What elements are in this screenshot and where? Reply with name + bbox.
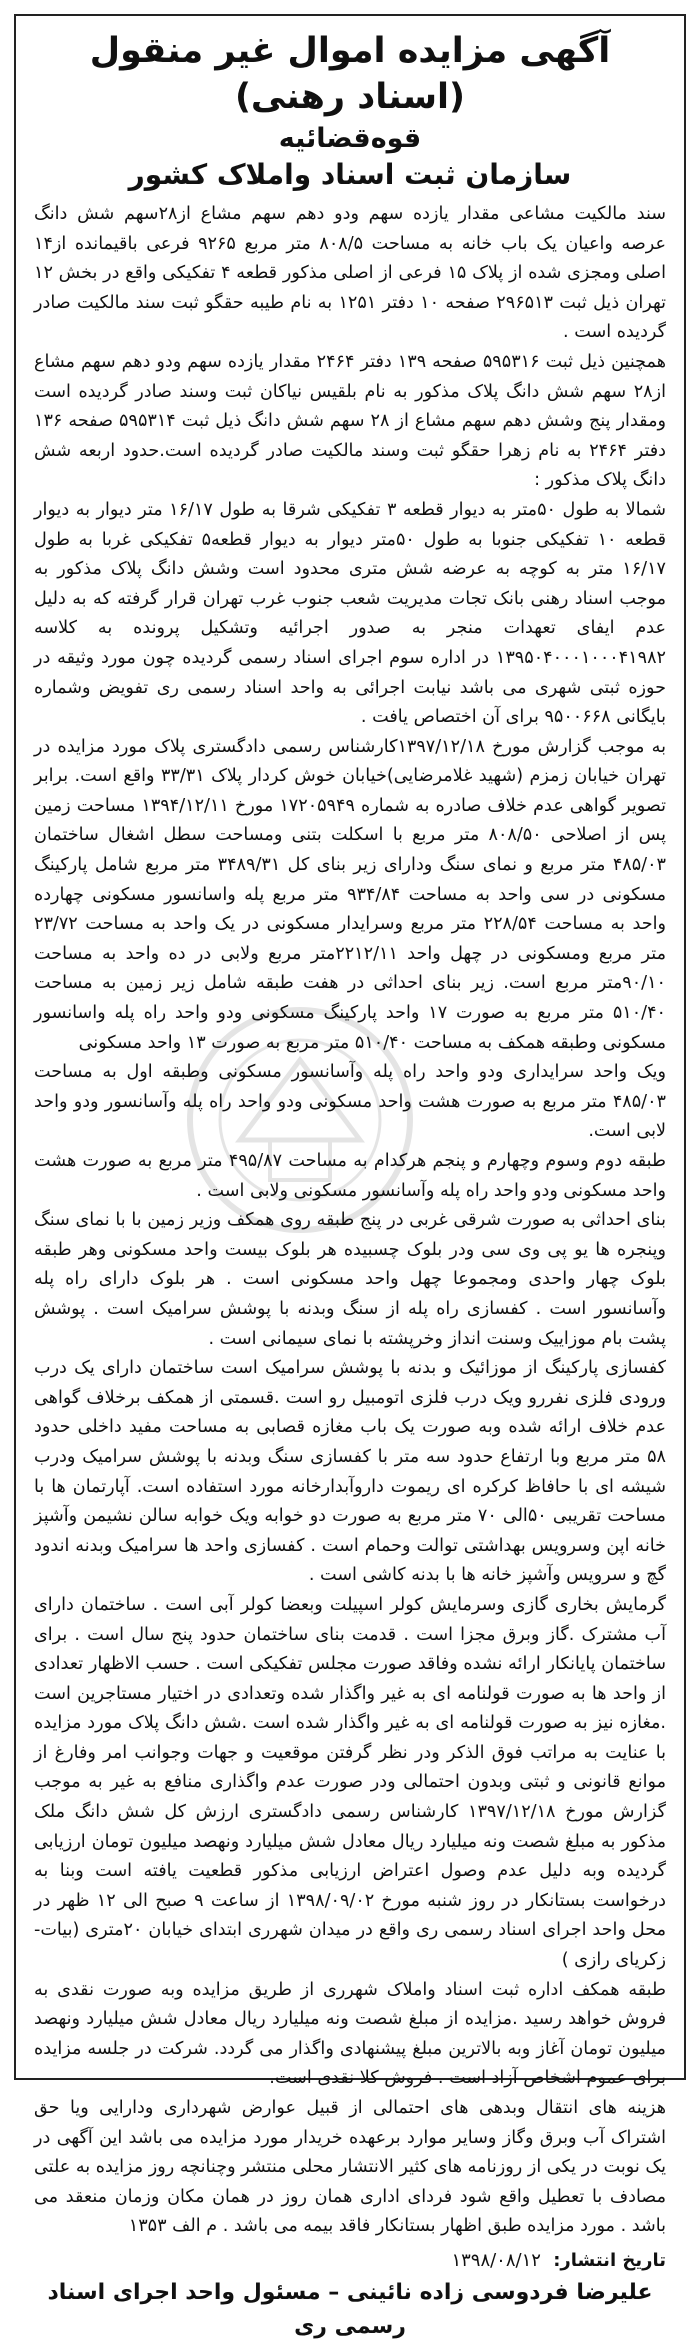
paragraph-boundaries: شمالا به طول ۵۰متر به دیوار قطعه ۳ تفکیکی شرقا به طول ۱۶/۱۷ متر دیوار به دیوار قطعه ۱۰ تفکیکی جنوبا به طول ۵۰متر دیوار به دیوار قطعه۵ تفکیکی غربا به طول ۱۶/۱۷ متر به کوچه به عرضه شش متری محدود است وشش دانگ پلاک مذکور به موجب اسناد رهنی بانک تجات مدیریت شعب جنوب غرب تهران قرار گرفته که به دلیل عدم ایفای تعهدات منجر به صدور اجرائیه وتشکیل پرونده به کلاسه ۱۳۹۵۰۴۰۰۰۱۰۰۰۴۱۹۸۲ در اداره سوم اجرای اسناد رسمی گردیده چون مورد وثیقه در حوزه ثبتی شهری می باشد نیابت اجرائی به واحد اسناد رسمی ری تفویض وشماره بایگانی ۹۵۰۰۶۶۸ برای آن اختصاص یافت . — [34, 499, 666, 728]
publication-date-label: تاریخ انتشار: — [553, 2249, 666, 2271]
publication-date-line — [34, 2246, 666, 2276]
judiciary-line: قوه‌قضائیه — [278, 123, 422, 154]
paragraph-upper-floors: طبقه دوم وسوم وچهارم و پنجم هرکدام به مساحت ۴۹۵/۸۷ متر مربع به صورت هشت واحد مسکونی ودو واحد راه پله وآسانسور مسکونی ولابی است . — [34, 1151, 666, 1201]
notice-title: آگهی مزایده اموال غیر منقول (اسناد رهنی) — [89, 31, 611, 117]
notice-body — [34, 200, 666, 2242]
paragraph-registration: همچنین ذیل ثبت ۵۹۵۳۱۶ صفحه ۱۳۹ دفتر ۲۴۶۴ مقدار یازده سهم ودو دهم سهم مشاع از۲۸ سهم شش دانگ پلاک مذکور به نام بلقیس نیاکان ثبت وسند صادر گردیده است ومقدار پنج وشش دهم سهم مشاع از ۲۸ سهم شش دانگ ذیل ثبت ۵۹۵۳۱۴ صفحه ۱۳۶ دفتر ۲۴۶۴ به نام زهرا حقگو ثبت وسند مالکیت صادر گردیده است.حدود اربعه شش دانگ پلاک مذکور : — [34, 351, 667, 491]
notice-header — [34, 28, 666, 194]
paragraph-expert-report: به موجب گزارش مورخ ۱۳۹۷/۱۲/۱۸کارشناس رسمی دادگستری پلاک مورد مزایده در تهران خیابان زمزم (شهید غلامرضایی)خیابان خوش کردار پلاک ۳۳/۳۱ واقع است. برابر تصویر گواهی عدم خلاف صادره به شماره ۱۷۲۰۵۹۴۹ مورخ ۱۳۹۴/۱۲/۱۱ مساحت زمین پس از اصلاحی ۸۰۸/۵۰ متر مربع با اسکلت بتنی ومساحت سطل اشغال ساختمان ۴۸۵/۰۳ متر مربع و نمای سنگ ودارای زیر بنای کل ۳۴۸۹/۳۱ متر مربع شامل پارکینگ مسکونی در سی واحد به مساحت ۹۳۴/۸۴ متر مربع پله واسانسور مسکونی چهارده واحد به مساحت ۲۲۸/۵۴ متر مربع وسرایدار مسکونی در یک واحد به مساحت ۲۳/۷۲ متر مربع ومسکونی در چهل واحد ۲۲۱۲/۱۱متر مربع ولابی در ده واحد به مساحت ۹۰/۱۰متر مربع است. زیر بنای احداثی در هفت طبقه شامل زیر زمین به مساحت ۵۱۰/۴۰ متر مربع به صورت ۱۷ واحد پارکینگ مسکونی ودو واحد راه پله واسانسور مسکونی وطبقه همکف به مساحت ۵۱۰/۴۰ متر مربع به صورت ۱۳ واحد مسکونی — [34, 736, 667, 1053]
paragraph-ownership: سند مالکیت مشاعی مقدار یازده سهم ودو دهم سهم مشاع از۲۸سهم شش دانگ عرصه واعیان یک باب خانه به مساحت ۸۰۸/۵ متر مربع ۹۲۶۵ فرعی باقیمانده از۱۴ اصلی ومجزی شده از پلاک ۱۵ فرعی از اصلی مذکور قطعه ۴ تفکیکی واقع در بخش ۱۲ تهران ذیل ثبت ۲۹۶۵۱۳ صفحه ۱۰ دفتر ۱۲۵۱ به نام طیبه حقگو ثبت سند مالکیت صادر گردیده است . — [34, 204, 666, 343]
paragraph-ground-floor: ویک واحد سرایداری ودو واحد راه پله وآسانسور مسکونی وطبقه اول به مساحت ۴۸۵/۰۳ متر مربع به صورت هشت واحد مسکونی ودو واحد راه پله وآسانسور ودو واحد لابی است. — [34, 1062, 666, 1142]
publication-date-value: ۱۳۹۸/۰۸/۱۲ — [451, 2249, 541, 2271]
paragraph-auction-terms: طبقه همکف اداره ثبت اسناد واملاک شهرری از طریق مزایده وبه صورت نقدی به فروش خواهد رسید .مزایده از مبلغ شصت ونه میلیارد ریال معادل شش میلیارد ونهصد میلیون تومان آغاز وبه بالاترین مبلغ پیشنهادی واگذار می گردد. شرکت در جلسه مزایده برای عموم اشخاص آزاد است . فروش کلا نقدی است. — [34, 1979, 666, 2089]
notice-frame — [14, 14, 686, 2339]
signature-line: علیرضا فردوسی زاده نائینی – مسئول واحد اجرای اسناد رسمی ری — [47, 2279, 653, 2339]
notice-footer — [34, 2246, 666, 2344]
paragraph-parking-and-units: کفسازی پارکینگ از موزائیک و بدنه با پوشش سرامیک است ساختمان دارای یک درب ورودی فلزی نفررو ویک درب فلزی اتومبیل رو است .قسمتی از همکف برخلاف گواهی عدم خلاف ارائه شده وبه صورت یک باب مغازه قصابی به مساحت مفید داخلی حدود ۵۸ متر مربع وبا ارتفاع حدود سه متر با کفسازی سنگ وبدنه با پوشش سرامیک ودرب شیشه ای با حافاظ کرکره ای ریموت داروآبدارخانه مورد استفاده است. آپارتمان ها با مساحت تقریبی ۵۰الی ۷۰ متر مربع به صورت دو خوابه ویک خوابه سالن نشیمن وآشپز خانه اپن وسرویس بهداشتی توالت وحمام است . کفسازی واحد ها سرامیک وبدنه اندود گچ و سرویس وآشپز خانه ها با بدنه کاشی است . — [34, 1358, 666, 1586]
paragraph-valuation-and-auction-time: گرمایش بخاری گازی وسرمایش کولر اسپیلت وبعضا کولر آبی است . ساختمان دارای آب مشترک .گاز وبرق مجزا است . قدمت بنای ساختمان حدود پنج سال است . برای ساختمان پایانکار ارائه نشده وفاقد صورت مجلس تفکیکی است . حسب الاظهار تعدادی از واحد ها به صورت قولنامه ای به غیر واگذار شده وتعدادی در اختیار مستاجرین است .مغازه نیز به صورت قولنامه ای به غیر واگذار شده است .شش دانگ پلاک مورد مزایده با عنایت به مراتب فوق الذکر ودر نظر گرفتن موقعیت و جهات وجوانب امر وفارغ از موانع قانونی و ثبتی وبدون احتمالی ودر صورت عدم واگذاری منافع به غیر به موجب گزارش مورخ ۱۳۹۷/۱۲/۱۸ کارشناس رسمی دادگستری ارزش کل شش دانگ ملک مذکور به مبلغ شصت ونه میلیارد ریال معادل شش میلیارد ونهصد میلیون تومان ارزیابی گردیده وبه دلیل عدم وصول اعتراض ارزیابی مذکور قطعیت یافته است وبنا به درخواست بستانکار در روز شنبه مورخ ۱۳۹۸/۰۹/۰۲ از ساعت ۹ صبح الی ۱۲ ظهر در محل واحد اجرای اسناد رسمی ری واقع در میدان شهرری ابتدای خیابان ۲۰متری (بیات-زکریای رازی ) — [34, 1594, 667, 1971]
paragraph-costs: هزینه های انتقال وبدهی های احتمالی از قبیل عوارض شهرداری ودارایی ویا حق اشتراک آب وبرق وگاز وسایر موارد برعهده خریدار مورد مزایده می باشد این آگهی در یک نوبت در یکی از روزنامه های کثیر الانتشار محلی منتشر وچنانچه روز مزایده به علتی مصادف با تعطیل واقع شود فردای اداری همان روز در همان مکان وزمان منعقد می باشد . مورد مزایده طبق اظهار بستانکار فاقد بیمه می باشد . م الف ۱۳۵۳ — [33, 2098, 666, 2237]
organization-line: سازمان ثبت اسناد واملاک کشور — [128, 158, 572, 191]
paragraph-building-description: بنای احداثی به صورت شرقی غربی در پنج طبقه روی همکف وزیر زمین با با نمای سنگ وپنجره ها یو پی وی سی ودر بلوک چسبیده هر بلوک بیست واحد مسکونی وهر طبقه بلوک چهار واحدی ومجموعا چهل واحد مسکونی است . هر بلوک دارای راه پله وآسانسور است . کفسازی راه پله از سنگ وبدنه با پوشش سرامیک است . پوشش پشت بام موزاییک وسنت انداز وخرپشته با نمای سیمانی است . — [34, 1210, 666, 1349]
